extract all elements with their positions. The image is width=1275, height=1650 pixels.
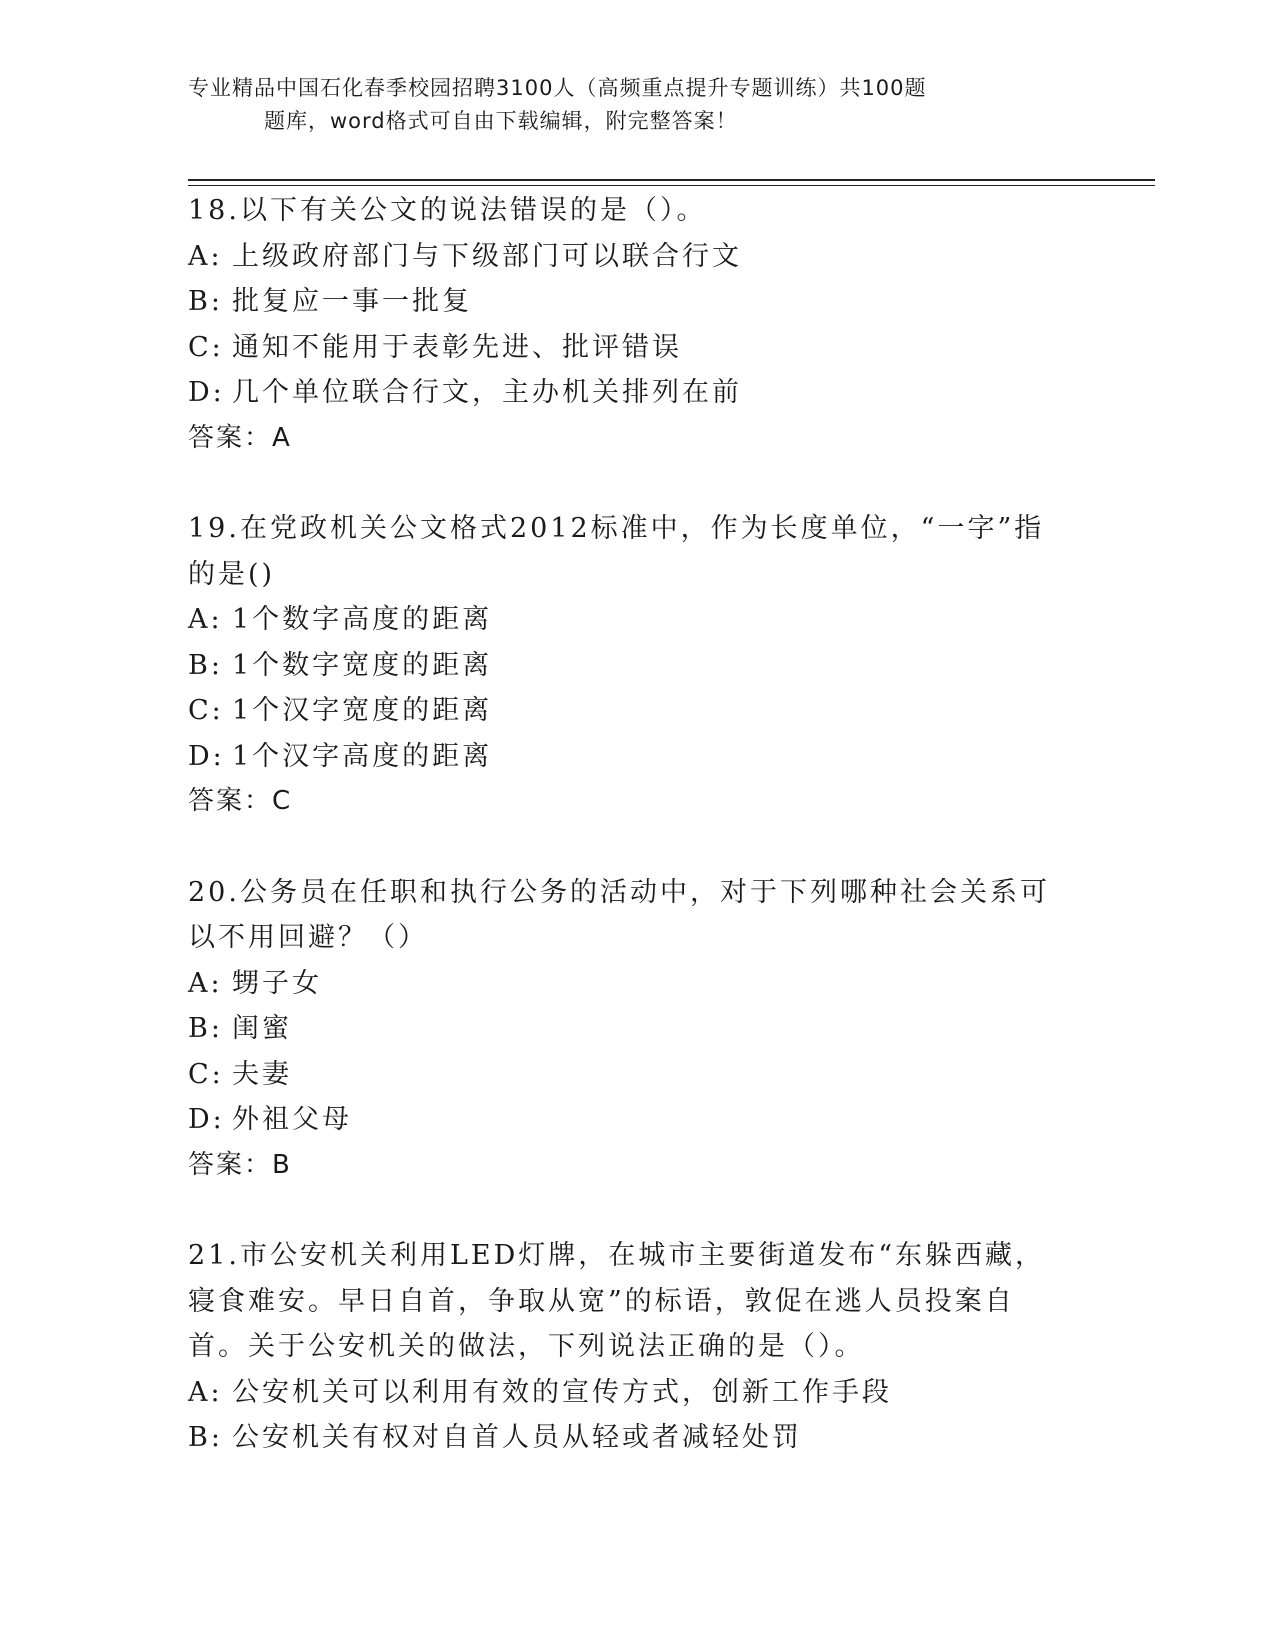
option-text: 上级政府部门与下级部门可以联合行文 (232, 240, 742, 272)
option-a (188, 597, 1088, 643)
option-letter: B: (188, 1422, 223, 1453)
option-c (188, 688, 1088, 734)
option-text: 1个数字宽度的距离 (232, 649, 493, 681)
option-b (188, 1415, 1088, 1461)
question-18 (188, 188, 1088, 461)
option-text: 公安机关有权对自首人员从轻或者减轻处罚 (232, 1422, 802, 1453)
question-20 (188, 870, 1088, 1189)
header-divider-thin (188, 185, 1155, 186)
question-list (188, 188, 1088, 1506)
question-text: 20.公务员在任职和执行公务的活动中，对于下列哪种社会关系可以不用回避？（） (188, 876, 1050, 953)
answer-line: 答案：B (188, 1149, 292, 1180)
option-letter: A: (188, 240, 223, 272)
option-letter: A: (188, 967, 223, 999)
option-c (188, 325, 1088, 371)
option-text: 夫妻 (232, 1058, 292, 1090)
option-letter: C: (188, 695, 224, 726)
option-letter: C: (188, 1058, 224, 1090)
option-d (188, 1097, 1088, 1143)
option-letter: B: (188, 1013, 223, 1044)
option-letter: D: (188, 1104, 225, 1135)
option-letter: B: (188, 649, 223, 681)
option-text: 公安机关可以利用有效的宣传方式，创新工作手段 (232, 1376, 892, 1408)
option-a (188, 234, 1088, 280)
option-letter: A: (188, 1376, 223, 1408)
header-divider-thick (188, 179, 1155, 181)
option-letter: A: (188, 604, 223, 635)
header-title-line-1: 专业精品中国石化春季校园招聘3100人（高频重点提升专题训练）共100题 (188, 76, 927, 100)
option-letter: D: (188, 377, 225, 408)
option-b (188, 279, 1088, 325)
answer-line: 答案：A (188, 422, 292, 453)
option-d (188, 370, 1088, 416)
question-text: 21.市公安机关利用LED灯牌，在城市主要街道发布“东躲西藏，寝食难安。早日自首，争取从宽”的标语，敦促在逃人员投案自首。关于公安机关的做法，下列说法正确的是（）。 (188, 1240, 1046, 1362)
question-21 (188, 1233, 1088, 1461)
option-b (188, 1006, 1088, 1052)
document-header (188, 72, 1088, 138)
option-text: 甥子女 (232, 967, 322, 999)
option-text: 闺蜜 (232, 1013, 292, 1044)
option-letter: C: (188, 331, 224, 363)
question-19 (188, 506, 1088, 825)
option-text: 通知不能用于表彰先进、批评错误 (232, 331, 682, 363)
option-a (188, 1370, 1088, 1416)
option-b (188, 643, 1088, 689)
option-a (188, 961, 1088, 1007)
question-text: 19.在党政机关公文格式2012标准中，作为长度单位，“一字”指的是() (188, 513, 1045, 590)
option-text: 外祖父母 (232, 1104, 352, 1135)
option-text: 1个汉字高度的距离 (232, 740, 493, 772)
option-c (188, 1052, 1088, 1098)
option-text: 1个汉字宽度的距离 (232, 695, 493, 726)
option-letter: D: (188, 740, 225, 772)
option-text: 几个单位联合行文，主办机关排列在前 (232, 377, 742, 408)
option-text: 1个数字高度的距离 (232, 604, 493, 635)
answer-line: 答案：C (188, 786, 293, 816)
option-d (188, 734, 1088, 780)
option-letter: B: (188, 286, 223, 317)
option-text: 批复应一事一批复 (232, 286, 472, 317)
header-title-line-2: 题库，word格式可自由下载编辑，附完整答案！ (264, 109, 738, 133)
question-text: 18.以下有关公文的说法错误的是（）。 (188, 195, 707, 226)
